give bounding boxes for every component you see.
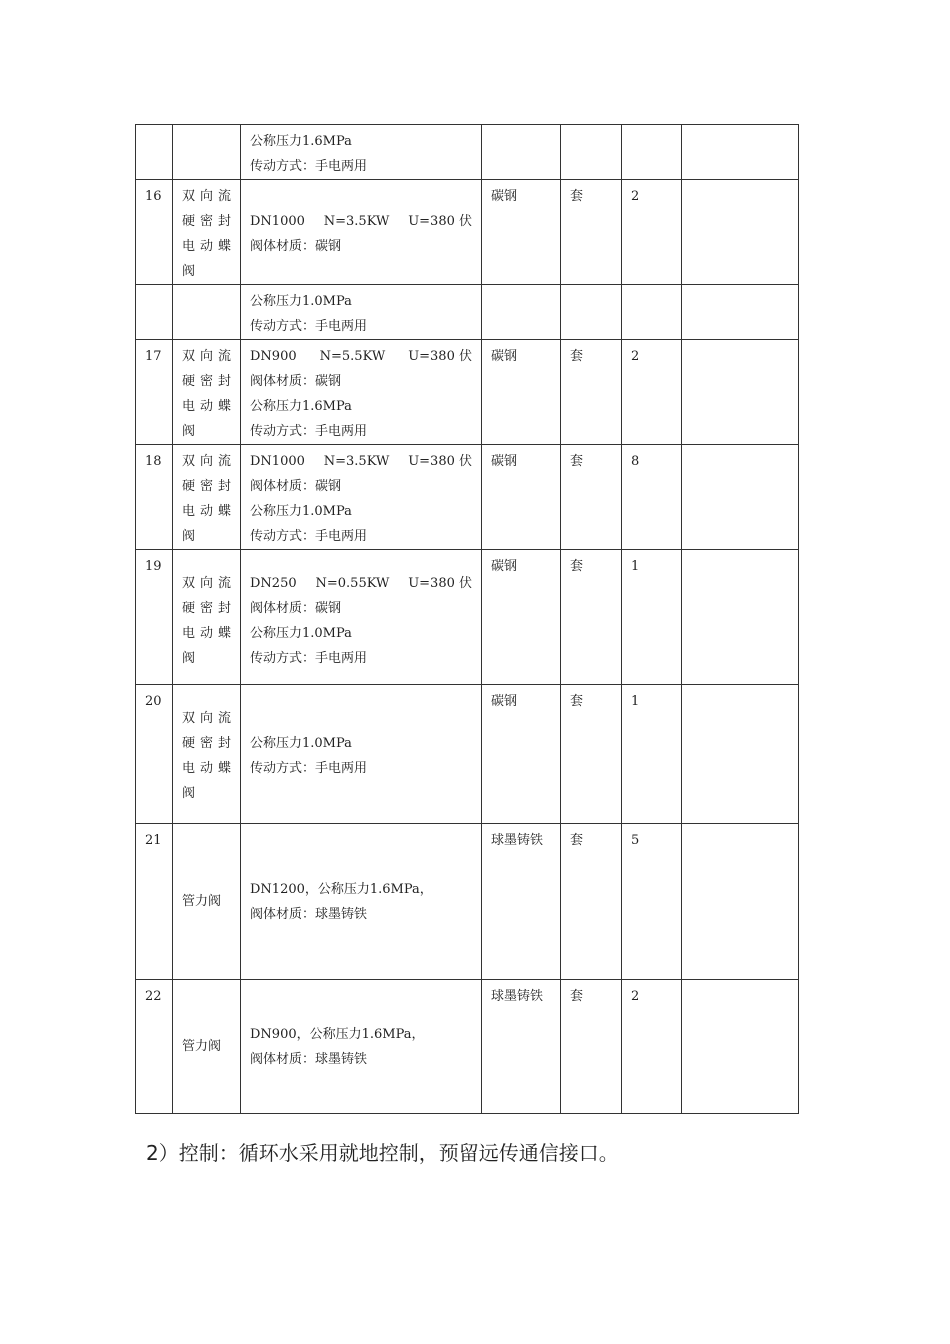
- spec-cell: [241, 125, 482, 180]
- spec-line: 传动方式：手电两用: [250, 424, 368, 439]
- name-cell: [173, 180, 241, 285]
- spec-dn: DN250: [250, 576, 297, 591]
- name-cell: [173, 550, 241, 685]
- name-line: 硬密封: [182, 214, 231, 229]
- row-number-cell: 17: [136, 340, 173, 445]
- spec-u: U=380 伏: [408, 454, 472, 469]
- name-line: 阀: [182, 529, 196, 544]
- table-row: [136, 180, 799, 285]
- unit-cell: [561, 285, 622, 340]
- spec-n: N=0.55KW: [315, 576, 390, 591]
- row-number-cell: 18: [136, 445, 173, 550]
- table-row: [136, 125, 799, 180]
- spec-line: 传动方式：手电两用: [250, 761, 368, 776]
- name-line: 双向流: [182, 576, 231, 591]
- row-number-cell: 16: [136, 180, 173, 285]
- name-line: 电动蝶: [182, 761, 231, 776]
- quantity-cell: 8: [622, 445, 682, 550]
- note-cell: [682, 125, 799, 180]
- name-line: 阀: [182, 264, 196, 279]
- spec-cell: [241, 340, 482, 445]
- table-row: [136, 980, 799, 1114]
- spec-line: 公称压力1.0MPa: [250, 626, 352, 641]
- name-cell: [173, 824, 241, 980]
- name-line: 双向流: [182, 189, 231, 204]
- spec-line: 阀体材质：碳钢: [250, 374, 342, 389]
- spec-u: U=380 伏: [408, 214, 472, 229]
- unit-cell: [561, 125, 622, 180]
- spec-dn: DN1000: [250, 214, 305, 229]
- table-row: [136, 550, 799, 685]
- spec-dn: DN900: [250, 349, 297, 364]
- valve-spec-table: [135, 124, 799, 1114]
- name-line: 硬密封: [182, 479, 231, 494]
- row-number-cell: [136, 285, 173, 340]
- spec-line: 传动方式：手电两用: [250, 651, 368, 666]
- spec-power-line: [250, 449, 472, 474]
- spec-u: U=380 伏: [408, 576, 472, 591]
- note-cell: [682, 285, 799, 340]
- name-line: 双向流: [182, 454, 231, 469]
- name-line: 电动蝶: [182, 399, 231, 414]
- spec-power-line: [250, 209, 472, 234]
- table-row: [136, 285, 799, 340]
- row-number-cell: 21: [136, 824, 173, 980]
- spec-n: N=3.5KW: [323, 214, 390, 229]
- quantity-cell: [622, 285, 682, 340]
- quantity-cell: 1: [622, 685, 682, 824]
- name-line: 电动蝶: [182, 239, 231, 254]
- row-number-cell: [136, 125, 173, 180]
- spec-power-line: [250, 571, 472, 596]
- material-cell: 碳钢: [482, 180, 561, 285]
- spec-n: N=5.5KW: [319, 349, 386, 364]
- quantity-cell: 2: [622, 180, 682, 285]
- name-line: 管力阀: [182, 894, 222, 909]
- spec-line: 阀体材质：碳钢: [250, 601, 342, 616]
- table-row: [136, 685, 799, 824]
- spec-line: 传动方式：手电两用: [250, 159, 368, 174]
- name-line: 管力阀: [182, 1039, 222, 1054]
- spec-cell: [241, 550, 482, 685]
- name-line: 双向流: [182, 349, 231, 364]
- spec-cell: [241, 685, 482, 824]
- note-cell: [682, 340, 799, 445]
- quantity-cell: 2: [622, 340, 682, 445]
- material-cell: [482, 125, 561, 180]
- name-cell: [173, 445, 241, 550]
- unit-cell: 套: [561, 180, 622, 285]
- spec-line: DN1200，公称压力1.6MPa，: [250, 881, 433, 897]
- control-paragraph: 2）控制：循环水采用就地控制，预留远传通信接口。: [146, 1141, 619, 1165]
- spec-line: 公称压力1.0MPa: [250, 736, 352, 751]
- name-line: 电动蝶: [182, 626, 231, 641]
- quantity-cell: [622, 125, 682, 180]
- name-cell: [173, 125, 241, 180]
- material-cell: 碳钢: [482, 340, 561, 445]
- unit-cell: 套: [561, 550, 622, 685]
- table-row: [136, 824, 799, 980]
- name-cell: [173, 980, 241, 1114]
- name-line: 阀: [182, 786, 196, 801]
- spec-cell: [241, 445, 482, 550]
- row-number-cell: 22: [136, 980, 173, 1114]
- material-cell: 碳钢: [482, 445, 561, 550]
- spec-line: 阀体材质：碳钢: [250, 479, 342, 494]
- material-cell: 球墨铸铁: [482, 824, 561, 980]
- name-line: 硬密封: [182, 601, 231, 616]
- unit-cell: 套: [561, 685, 622, 824]
- table-row: [136, 340, 799, 445]
- spec-cell: [241, 824, 482, 980]
- spec-cell: [241, 980, 482, 1114]
- table-row: [136, 445, 799, 550]
- spec-line: 阀体材质：球墨铸铁: [250, 1051, 368, 1067]
- spec-dn: DN1000: [250, 454, 305, 469]
- quantity-cell: 1: [622, 550, 682, 685]
- spec-line: 公称压力1.0MPa: [250, 294, 352, 309]
- name-cell: [173, 340, 241, 445]
- spec-line: 传动方式：手电两用: [250, 529, 368, 544]
- name-line: 硬密封: [182, 374, 231, 389]
- unit-cell: 套: [561, 445, 622, 550]
- name-line: 硬密封: [182, 736, 231, 751]
- name-line: 阀: [182, 651, 196, 666]
- unit-cell: 套: [561, 980, 622, 1114]
- unit-cell: 套: [561, 340, 622, 445]
- spec-cell: [241, 285, 482, 340]
- note-cell: [682, 550, 799, 685]
- spec-line: 公称压力1.6MPa: [250, 134, 352, 149]
- spec-line: 阀体材质：碳钢: [250, 239, 342, 254]
- note-cell: [682, 980, 799, 1114]
- name-cell: [173, 285, 241, 340]
- row-number-cell: 20: [136, 685, 173, 824]
- spec-n: N=3.5KW: [323, 454, 390, 469]
- spec-power-line: [250, 344, 472, 369]
- spec-line: 阀体材质：球墨铸铁: [250, 906, 368, 922]
- spec-line: DN900，公称压力1.6MPa，: [250, 1026, 425, 1042]
- spec-line: 传动方式：手电两用: [250, 319, 368, 334]
- spec-cell: [241, 180, 482, 285]
- material-cell: 球墨铸铁: [482, 980, 561, 1114]
- spec-line: 公称压力1.0MPa: [250, 504, 352, 519]
- material-cell: 碳钢: [482, 685, 561, 824]
- unit-cell: 套: [561, 824, 622, 980]
- note-cell: [682, 180, 799, 285]
- note-cell: [682, 445, 799, 550]
- material-cell: 碳钢: [482, 550, 561, 685]
- note-cell: [682, 824, 799, 980]
- name-cell: [173, 685, 241, 824]
- quantity-cell: 2: [622, 980, 682, 1114]
- note-cell: [682, 685, 799, 824]
- name-line: 阀: [182, 424, 196, 439]
- spec-u: U=380 伏: [408, 349, 472, 364]
- quantity-cell: 5: [622, 824, 682, 980]
- name-line: 电动蝶: [182, 504, 231, 519]
- spec-line: 公称压力1.6MPa: [250, 399, 352, 414]
- name-line: 双向流: [182, 711, 231, 726]
- row-number-cell: 19: [136, 550, 173, 685]
- material-cell: [482, 285, 561, 340]
